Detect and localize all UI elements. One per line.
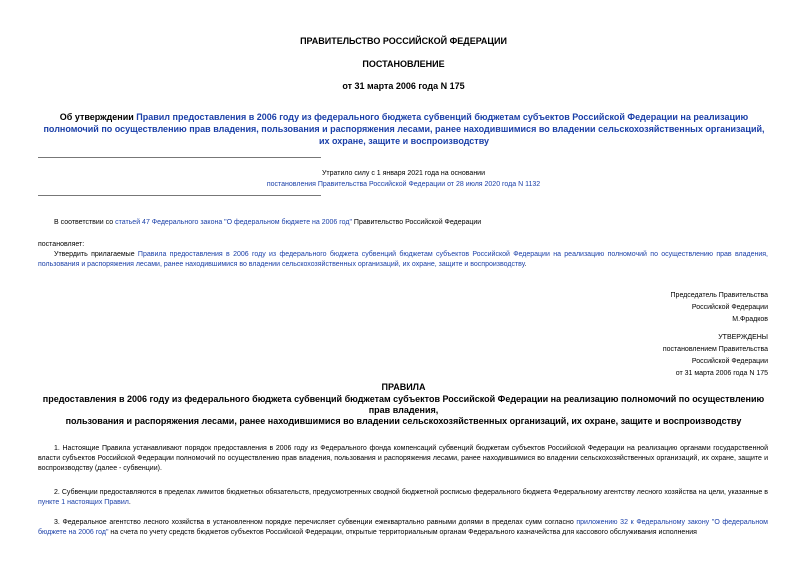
approval-stamp: [663, 332, 768, 380]
rules-heading: ПРАВИЛА: [381, 382, 426, 392]
government-heading: ПРАВИТЕЛЬСТВО РОССИЙСКОЙ ФЕДЕРАЦИИ: [300, 36, 507, 46]
rules-item-2: [38, 488, 768, 508]
title-rules-link[interactable]: Правил предоставления в 2006 году из федерального бюджета субвенций бюджетам субъектов Российской Федерации на реализацию полномочий по осуществлению прав владения, пользования и распоряжения лесами, ранее находившимися во владении сельскохозяйственных организаций, их охране, защите и воспроизводству: [43, 112, 765, 146]
signature-country: Российской Федерации: [691, 304, 768, 311]
approved-heading: УТВЕРЖДЕНЫ: [718, 334, 768, 341]
rules-item-3: [38, 518, 768, 538]
item-1-reference-link[interactable]: пункте 1 настоящих Правил: [38, 499, 129, 506]
divider-bottom: [38, 195, 321, 196]
federal-law-article-link[interactable]: статьей 47 Федерального закона "О федеральном бюджете на 2006 год": [115, 219, 352, 226]
signature-position: Председатель Правительства: [670, 292, 768, 299]
item-2-prefix: 2. Субвенции предоставляются в пределах лимитов бюджетных обязательств, предусмотренных сводной бюджетной росписью федерального бюджета Федеральному агентству лесного хозяйства на цели, указанные в: [54, 489, 768, 496]
divider-top: [38, 157, 321, 158]
preamble: [54, 218, 481, 228]
title-prefix: Об утверждении: [59, 112, 137, 122]
approved-line-1: постановлением Правительства: [662, 346, 768, 353]
approved-line-3: от 31 марта 2006 года N 175: [675, 370, 768, 377]
document-title: [40, 111, 768, 147]
item-3-suffix: на счета по учету средств бюджетов субъектов Российской Федерации, открытые территориальным органам Федерального казначейства для кассового обслуживания исполнения: [108, 529, 697, 536]
expiry-decree-link[interactable]: постановления Правительства Российской Федерации от 28 июля 2020 года N 1132: [266, 181, 541, 188]
decree-text: [38, 250, 768, 270]
decree-suffix: .: [524, 261, 527, 268]
rules-item-1: 1. Настоящие Правила устанавливают порядок предоставления в 2006 году из Федерального фонда компенсаций субвенций бюджетам субъектов Российской Федерации на реализацию органами государственной власти субъектов Российской Федерации полномочий по осуществлению прав владения, пользования и распоряжения лесами, ранее находившимися во владении сельскохозяйственных организаций, их охране, защите и воспроизводству (далее - субвенции).: [38, 445, 768, 472]
document-date-number: от 31 марта 2006 года N 175: [342, 81, 465, 91]
preamble-suffix: Правительство Российской Федерации: [351, 219, 482, 226]
decree-prefix: Утвердить прилагаемые: [54, 251, 138, 258]
document-type-heading: ПОСТАНОВЛЕНИЕ: [362, 59, 445, 69]
signature-name: М.Фрадков: [732, 316, 768, 323]
preamble-prefix: В соответствии со: [54, 219, 116, 226]
decree-label: постановляет:: [38, 241, 85, 248]
signature-block: [671, 290, 768, 326]
rules-subtitle-line-2: прав владения,: [368, 405, 439, 415]
expiry-note: Утратило силу с 1 января 2021 года на основании: [321, 170, 486, 177]
item-3-prefix: 3. Федеральное агентство лесного хозяйства в установленном порядке перечисляет субвенции ежеквартально равными долями в пределах сумм согласно: [54, 519, 577, 526]
rules-subtitle-line-1: предоставления в 2006 году из федерального бюджета субвенций бюджетам субъектов Российской Федерации на реализацию полномочий по осуществлению: [42, 394, 765, 404]
approved-rules-link[interactable]: Правила предоставления в 2006 году из федерального бюджета субвенций бюджетам субъектов Российской Федерации на реализацию полномочий по осуществлению прав владения, пользования и распоряжения лесами, ранее находившимися во владении сельскохозяйственных организаций, их охране, защите и воспроизводству: [38, 251, 768, 268]
rules-subtitle-line-3: пользования и распоряжения лесами, ранее находившимися во владении сельскохозяйственных организаций, их охране, защите и воспроизводству: [65, 416, 742, 426]
item-2-suffix: .: [128, 499, 131, 506]
budget-law-appendix-link[interactable]: приложению 32 к Федеральному закону "О федеральном бюджете на 2006 год": [38, 519, 768, 536]
approved-line-2: Российской Федерации: [691, 358, 768, 365]
